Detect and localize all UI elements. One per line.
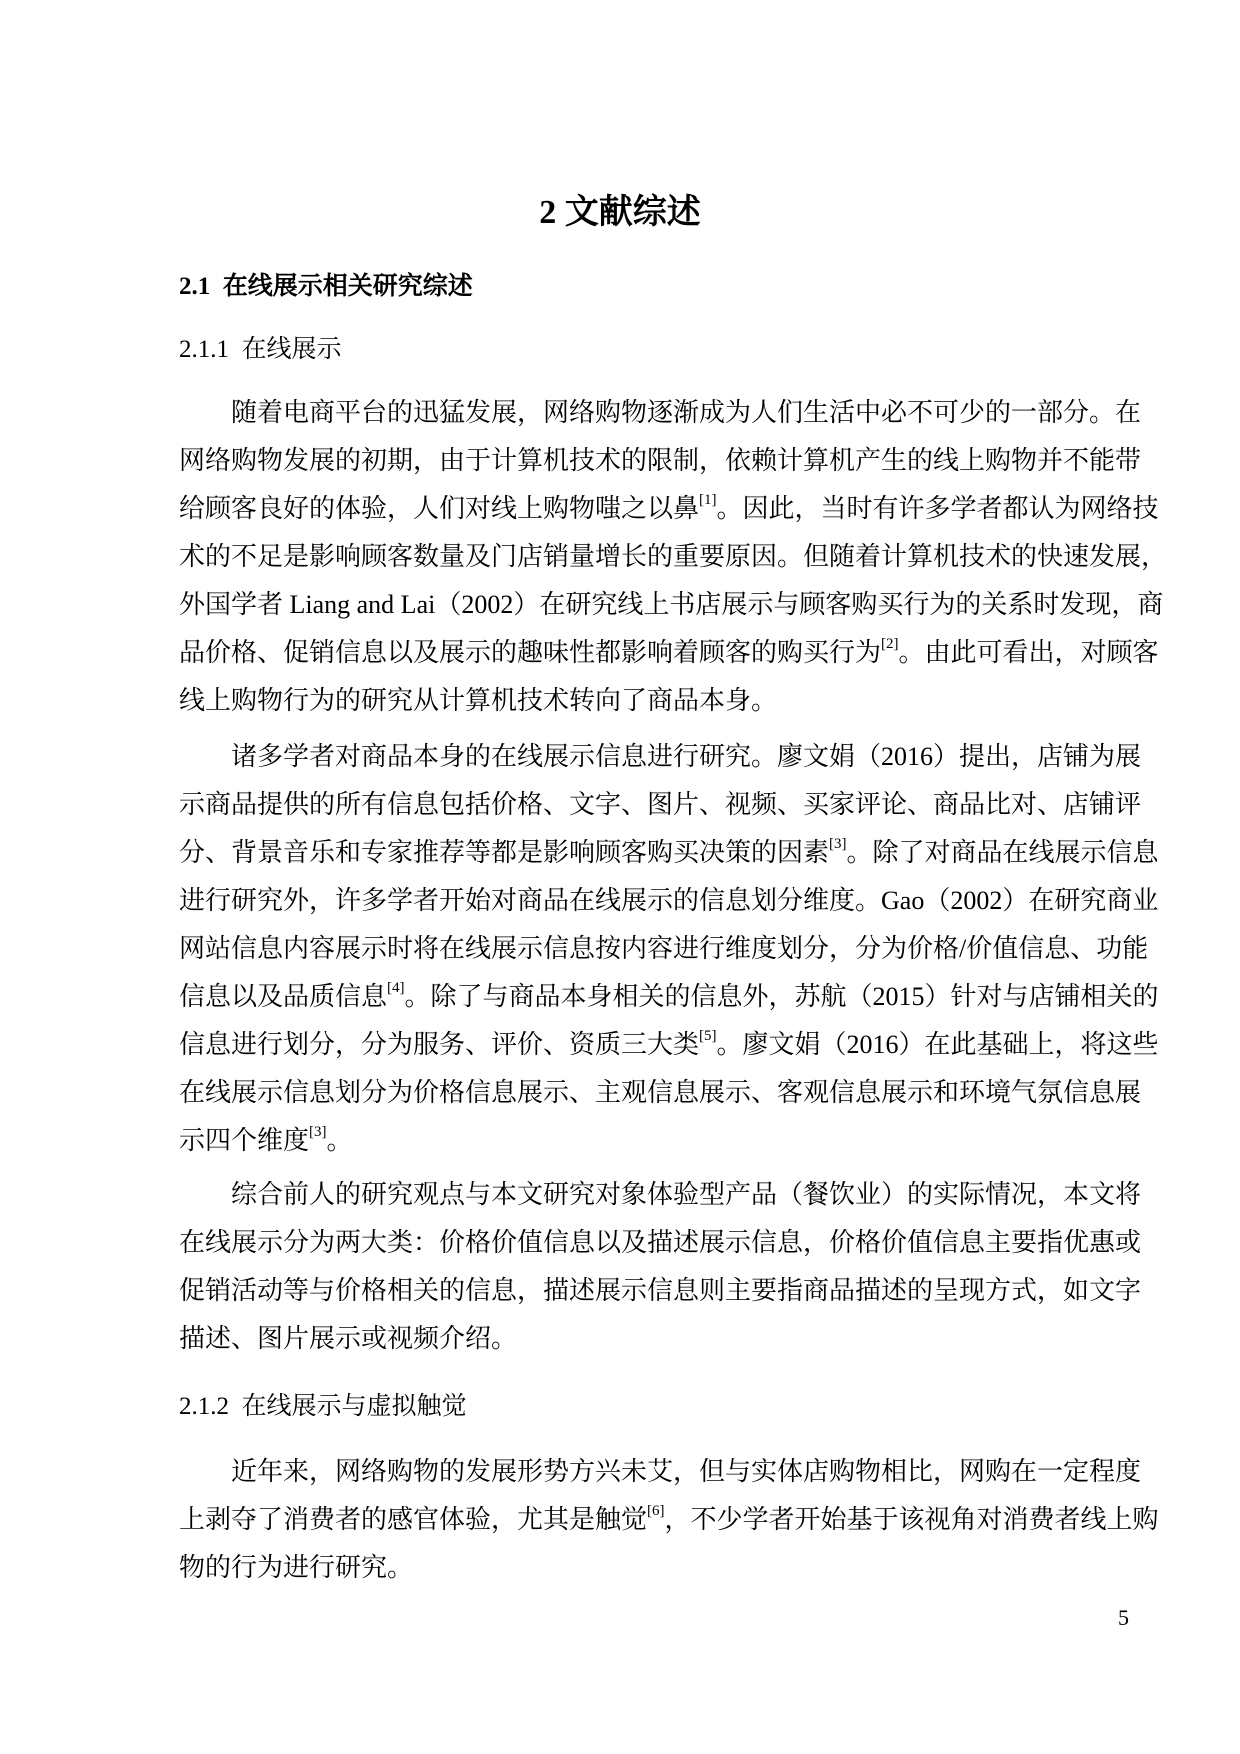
text-line: 进行研究外，许多学者开始对商品在线展示的信息划分维度。Gao（2002）在研究商业: [179, 886, 1159, 915]
text-line: 近年来，网络购物的发展形势方兴未艾，但与实体店购物相比，网购在一定程度: [231, 1457, 1142, 1486]
text-line: 示商品提供的所有信息包括价格、文字、图片、视频、买家评论、商品比对、店铺评: [179, 790, 1142, 819]
citation-reference: [1]: [699, 492, 717, 508]
paragraph: [179, 1171, 1142, 1363]
text-line: 品价格、促销信息以及展示的趣味性都影响着顾客的购买行为[2]。由此可看出，对顾客: [179, 636, 1159, 667]
text-line: 促销活动等与价格相关的信息，描述展示信息则主要指商品描述的呈现方式，如文字: [179, 1276, 1142, 1305]
text-line: 信息以及品质信息[4]。除了与商品本身相关的信息外，苏航（2015）针对与店铺相关的: [179, 980, 1159, 1011]
citation-reference: [3]: [829, 836, 847, 852]
page-number: 5: [1118, 1605, 1129, 1630]
text-line: 物的行为进行研究。: [179, 1553, 414, 1582]
text-line: 分、背景音乐和专家推荐等都是影响顾客购买决策的因素[3]。除了对商品在线展示信息: [179, 836, 1159, 867]
text-line: 给顾客良好的体验，人们对线上购物嗤之以鼻[1]。因此，当时有许多学者都认为网络技: [179, 492, 1159, 523]
text-line: 网络购物发展的初期，由于计算机技术的限制，依赖计算机产生的线上购物并不能带: [179, 446, 1142, 475]
text-line: 随着电商平台的迅猛发展，网络购物逐渐成为人们生活中必不可少的一部分。在: [231, 398, 1142, 427]
text-line: 诸多学者对商品本身的在线展示信息进行研究。廖文娟（2016）提出，店铺为展: [231, 742, 1142, 771]
text-line: 在线展示信息划分为价格信息展示、主观信息展示、客观信息展示和环境气氛信息展: [179, 1078, 1142, 1107]
text-line: 外国学者 Liang and Lai（2002）在研究线上书店展示与顾客购买行为的关系时发现，商: [179, 590, 1164, 619]
citation-reference: [6]: [647, 1503, 665, 1519]
text-line: 示四个维度[3]。: [179, 1124, 353, 1155]
paragraph: [179, 733, 1159, 1165]
citation-reference: [4]: [387, 980, 405, 996]
text-line: 在线展示分为两大类：价格价值信息以及描述展示信息，价格价值信息主要指优惠或: [179, 1228, 1142, 1257]
section-heading-2-1: 2.1 在线展示相关研究综述: [179, 273, 473, 300]
text-line: 上剥夺了消费者的感官体验，尤其是触觉[6]，不少学者开始基于该视角对消费者线上购: [179, 1503, 1159, 1534]
citation-reference: [3]: [309, 1124, 327, 1140]
citation-reference: [5]: [699, 1028, 717, 1044]
text-line: 信息进行划分，分为服务、评价、资质三大类[5]。廖文娟（2016）在此基础上，将这些: [179, 1028, 1159, 1059]
subsection-heading-2-1-1: 2.1.1 在线展示: [179, 336, 342, 363]
subsection-heading-2-1-2: 2.1.2 在线展示与虚拟触觉: [179, 1393, 467, 1420]
text-line: 术的不足是影响顾客数量及门店销量增长的重要原因。但随着计算机技术的快速发展，: [179, 542, 1168, 571]
chapter-title: 2 文献综述: [539, 194, 701, 231]
citation-reference: [2]: [881, 636, 899, 652]
paragraph: [179, 389, 1168, 725]
paragraph: [179, 1448, 1159, 1592]
text-line: 网站信息内容展示时将在线展示信息按内容进行维度划分，分为价格/价值信息、功能: [179, 934, 1149, 963]
text-line: 描述、图片展示或视频介绍。: [179, 1324, 518, 1353]
text-line: 综合前人的研究观点与本文研究对象体验型产品（餐饮业）的实际情况，本文将: [231, 1180, 1142, 1209]
text-line: 线上购物行为的研究从计算机技术转向了商品本身。: [179, 686, 778, 715]
